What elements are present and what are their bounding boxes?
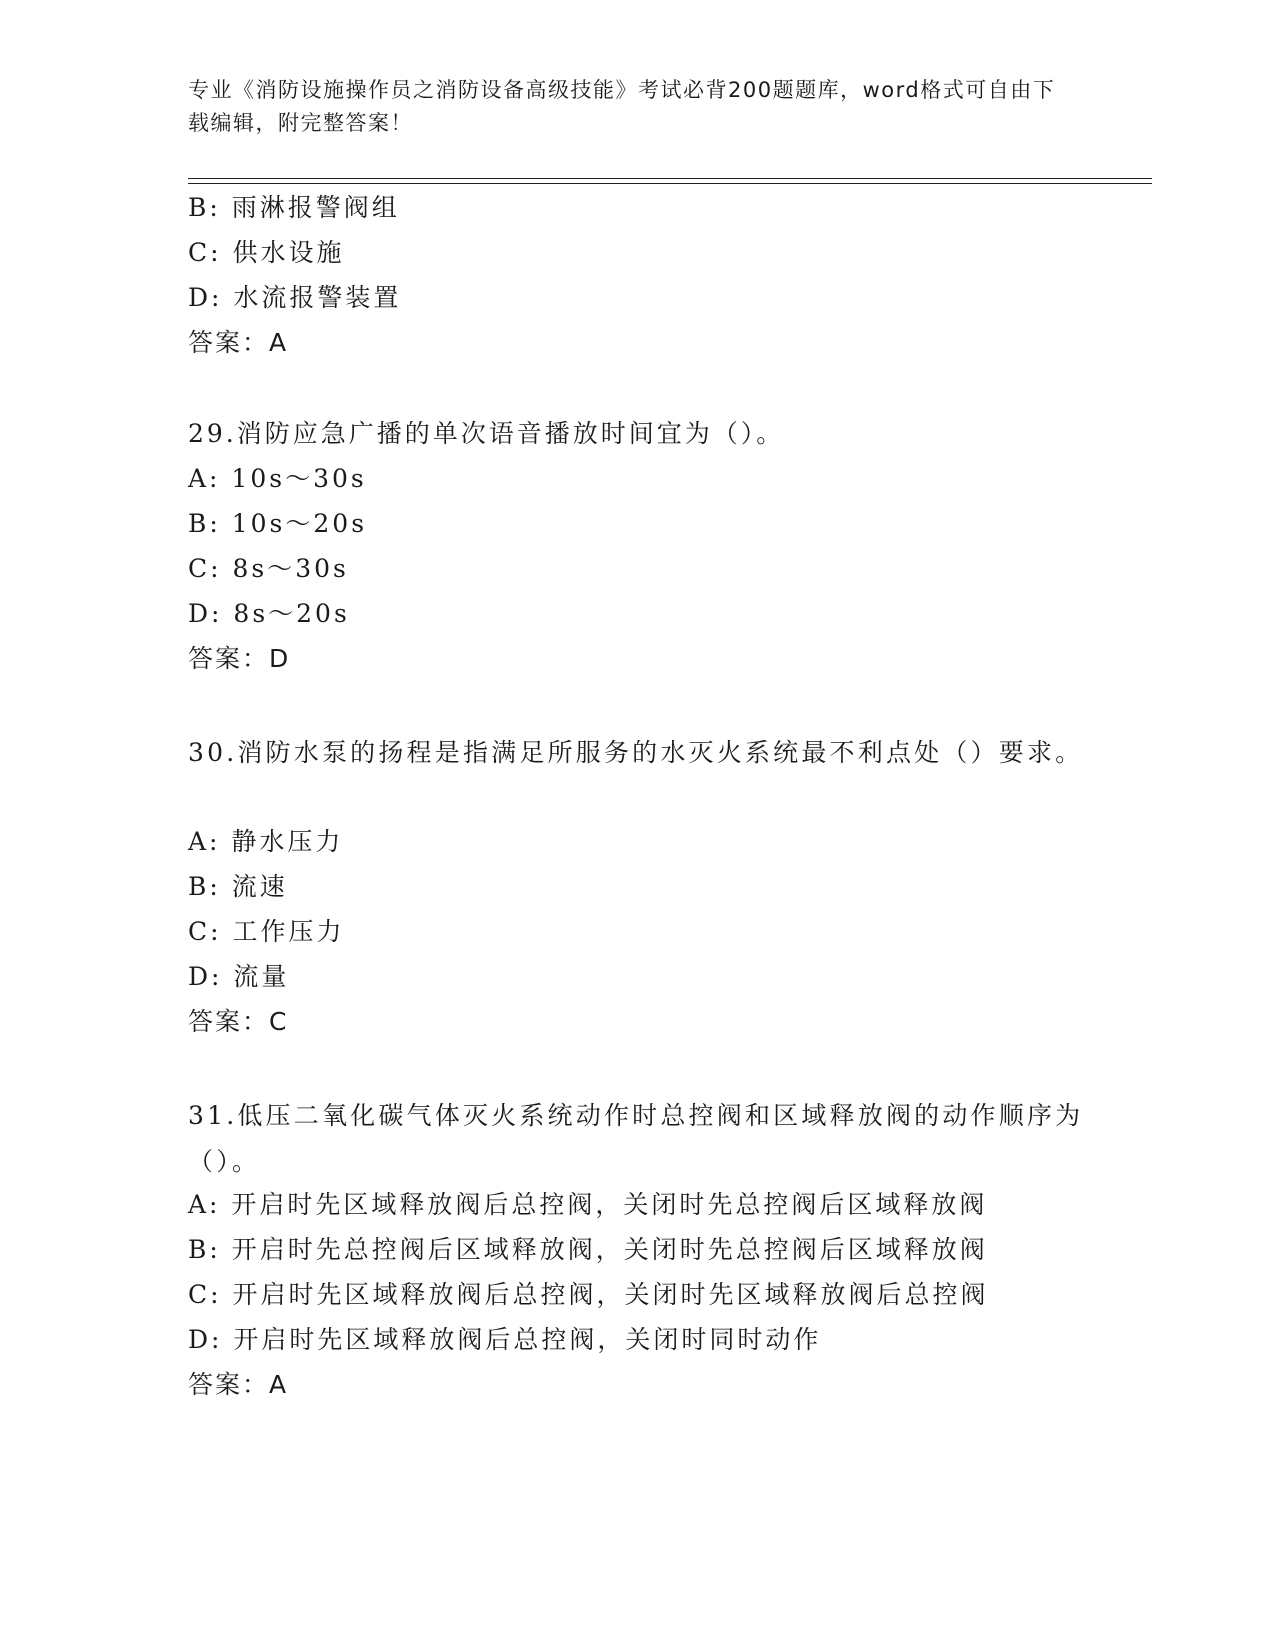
q29-stem: 29.消防应急广播的单次语音播放时间宜为（）。 xyxy=(188,419,785,448)
q31-option-b: B: 开启时先总控阀后区域释放阀，关闭时先总控阀后区域释放阀 xyxy=(188,1235,988,1264)
q30-option-c: C: 工作压力 xyxy=(188,917,345,946)
q31-stem: 31.低压二氧化碳气体灭火系统动作时总控阀和区域释放阀的动作顺序为（）。 xyxy=(188,1101,1084,1176)
q28-option-c: C: 供水设施 xyxy=(188,238,345,267)
q31-option-d: D: 开启时先区域释放阀后总控阀，关闭时同时动作 xyxy=(188,1325,822,1354)
q30-option-a: A: 静水压力 xyxy=(188,827,344,856)
document-header: 专业《消防设施操作员之消防设备高级技能》考试必背200题题库，word格式可自由下载编辑，附完整答案！ xyxy=(188,78,1056,135)
q31-option-a: A: 开启时先区域释放阀后总控阀，关闭时先总控阀后区域释放阀 xyxy=(188,1190,988,1219)
q30-answer: 答案：C xyxy=(188,1007,289,1036)
q29-option-a: A: 10s～30s xyxy=(188,464,367,493)
q28-option-b: B: 雨淋报警阀组 xyxy=(188,193,400,222)
q30-option-b: B: 流速 xyxy=(188,872,288,901)
q28-answer: 答案：A xyxy=(188,328,289,357)
q29-option-d: D: 8s～20s xyxy=(188,599,350,628)
q31-option-c: C: 开启时先区域释放阀后总控阀，关闭时先区域释放阀后总控阀 xyxy=(188,1280,989,1309)
q28-option-d: D: 水流报警装置 xyxy=(188,283,402,312)
q30-stem: 30.消防水泵的扬程是指满足所服务的水灭火系统最不利点处（）要求。 xyxy=(188,738,1084,767)
q29-option-c: C: 8s～30s xyxy=(188,554,349,583)
q31-answer: 答案：A xyxy=(188,1370,289,1399)
header-divider-bottom xyxy=(188,183,1152,184)
q30-option-d: D: 流量 xyxy=(188,962,290,991)
q29-answer: 答案：D xyxy=(188,644,291,673)
header-divider-top xyxy=(188,178,1152,179)
q29-option-b: B: 10s～20s xyxy=(188,509,368,538)
